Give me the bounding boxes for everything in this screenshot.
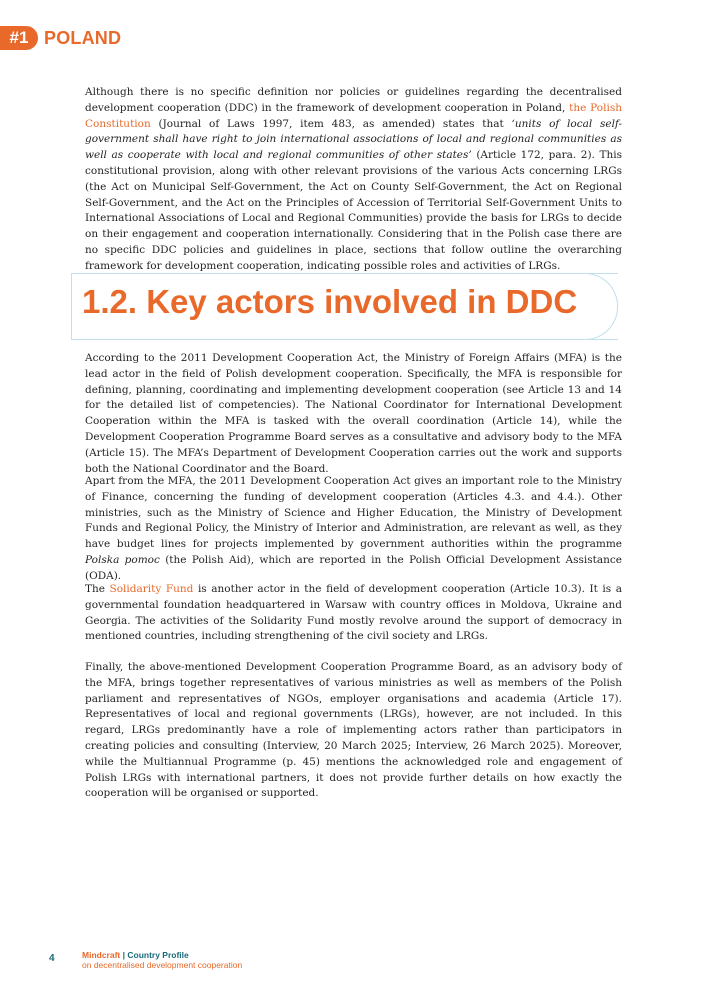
- polska-pomoc-italic: Polska pomoc: [85, 553, 160, 566]
- paragraph-solidarity-fund: [85, 582, 622, 645]
- intro-text-1: Although there is no specific definition nor policies or guidelines regarding the decentralised development cooperation (DDC) in the framework of development cooperation in Poland,: [85, 86, 622, 114]
- ministries-text-1: Apart from the MFA, the 2011 Development Cooperation Act gives an important role to the Ministry of Finance, concerning the funding of development cooperation (Articles 4.3. and 4.4.). Other ministries, such as the Ministry of Science and Higher Education, the Ministry of Development Funds and Regional Policy, the Ministry of Interior and Administration, are relevant as well, as they have budget lines for projects implemented by government authorities within the programme: [85, 475, 622, 551]
- footer-subtitle: on decentralised development cooperation: [82, 960, 243, 970]
- page-number: 4: [49, 953, 55, 964]
- country-title: POLAND: [44, 28, 122, 48]
- intro-paragraph: [85, 85, 622, 275]
- constitution-quote: ‘units of local self-government shall have right to join international associations of local and regional communities as well as cooperate with local and regional communities of other states’: [85, 117, 622, 162]
- paragraph-programme-board: [85, 660, 622, 802]
- paragraph-mfa-text: According to the 2011 Development Cooperation Act, the Ministry of Foreign Affairs (MFA) is the lead actor in the field of Polish development cooperation. Specifically, the MFA is responsible for defining, planning, coordinating and implementing development cooperation (see Article 13 and 14 for the detailed list of competencies). The National Coordinator for International Development Cooperation within the MFA is tasked with the overall coordination (Article 14), while the Development Cooperation Programme Board serves as a consultative and advisory body to the MFA (Article 15). The MFA’s Department of Development Cooperation carries out the work and supports both the National Coordinator and the Board.: [85, 352, 622, 475]
- solidarity-fund-link[interactable]: Solidarity Fund: [109, 583, 194, 595]
- footer-separator: |: [120, 950, 128, 960]
- section-heading: 1.2. Key actors involved in DDC: [82, 283, 578, 320]
- footer-brand-country-profile: Country Profile: [127, 950, 189, 960]
- intro-text-2: (Journal of Laws 1997, item 483, as amended) states that: [150, 117, 512, 130]
- footer-brand: [82, 950, 242, 970]
- footer-brand-mindcraft: Mindcraft: [82, 950, 121, 960]
- polish-constitution-link[interactable]: the Polish Constitution: [85, 101, 622, 130]
- paragraph-mfa: [85, 351, 622, 477]
- chapter-badge: #1: [0, 26, 38, 50]
- ministries-text-2: (the Polish Aid), which are reported in the Polish Official Development Assistance (ODA).: [85, 553, 622, 582]
- solidarity-text-1: The: [85, 583, 110, 595]
- programme-board-text: Finally, the above-mentioned Development Cooperation Programme Board, as an advisory body of the MFA, brings together representatives of various ministries as well as members of the Polish parliament and representatives of NGOs, employer organisations and academia (Article 17). Representatives of local and regional governments (LRGs), however, are not included. In this regard, LRGs predominantly have a role of implementing actors rather than participators in creating policies and consulting (Interview, 20 March 2025; Interview, 26 March 2025). Moreover, while the Multiannual Programme (p. 45) mentions the acknowledged role and engagement of Polish LRGs with international partners, it does not provide further details on how exactly the cooperation will be organised or supported.: [85, 661, 622, 800]
- paragraph-ministries: [85, 474, 622, 585]
- solidarity-text-2: is another actor in the field of development cooperation (Article 10.3). It is a governmental foundation headquartered in Warsaw with country offices in Moldova, Ukraine and Georgia. The activities of the Solidarity Fund mostly revolve around the support of democracy in mentioned countries, including strengthening of the civil society and LRGs.: [85, 583, 622, 643]
- intro-text-3: (Article 172, para. 2). This constitutional provision, along with other relevant provisions of the various Acts concerning LRGs (the Act on Municipal Self-Government, the Act on County Self-Government, the Act on Regional Self-Government, and the Act on the Principles of Accession of Territorial Self-Government Units to International Associations of Local and Regional Communities) provide the basis for LRGs to decide on their engagement and cooperation internationally. Considering that in the Polish case there are no specific DDC policies and guidelines in place, sections that follow outline the overarching framework for development cooperation, indicating possible roles and activities of LRGs.: [85, 149, 622, 272]
